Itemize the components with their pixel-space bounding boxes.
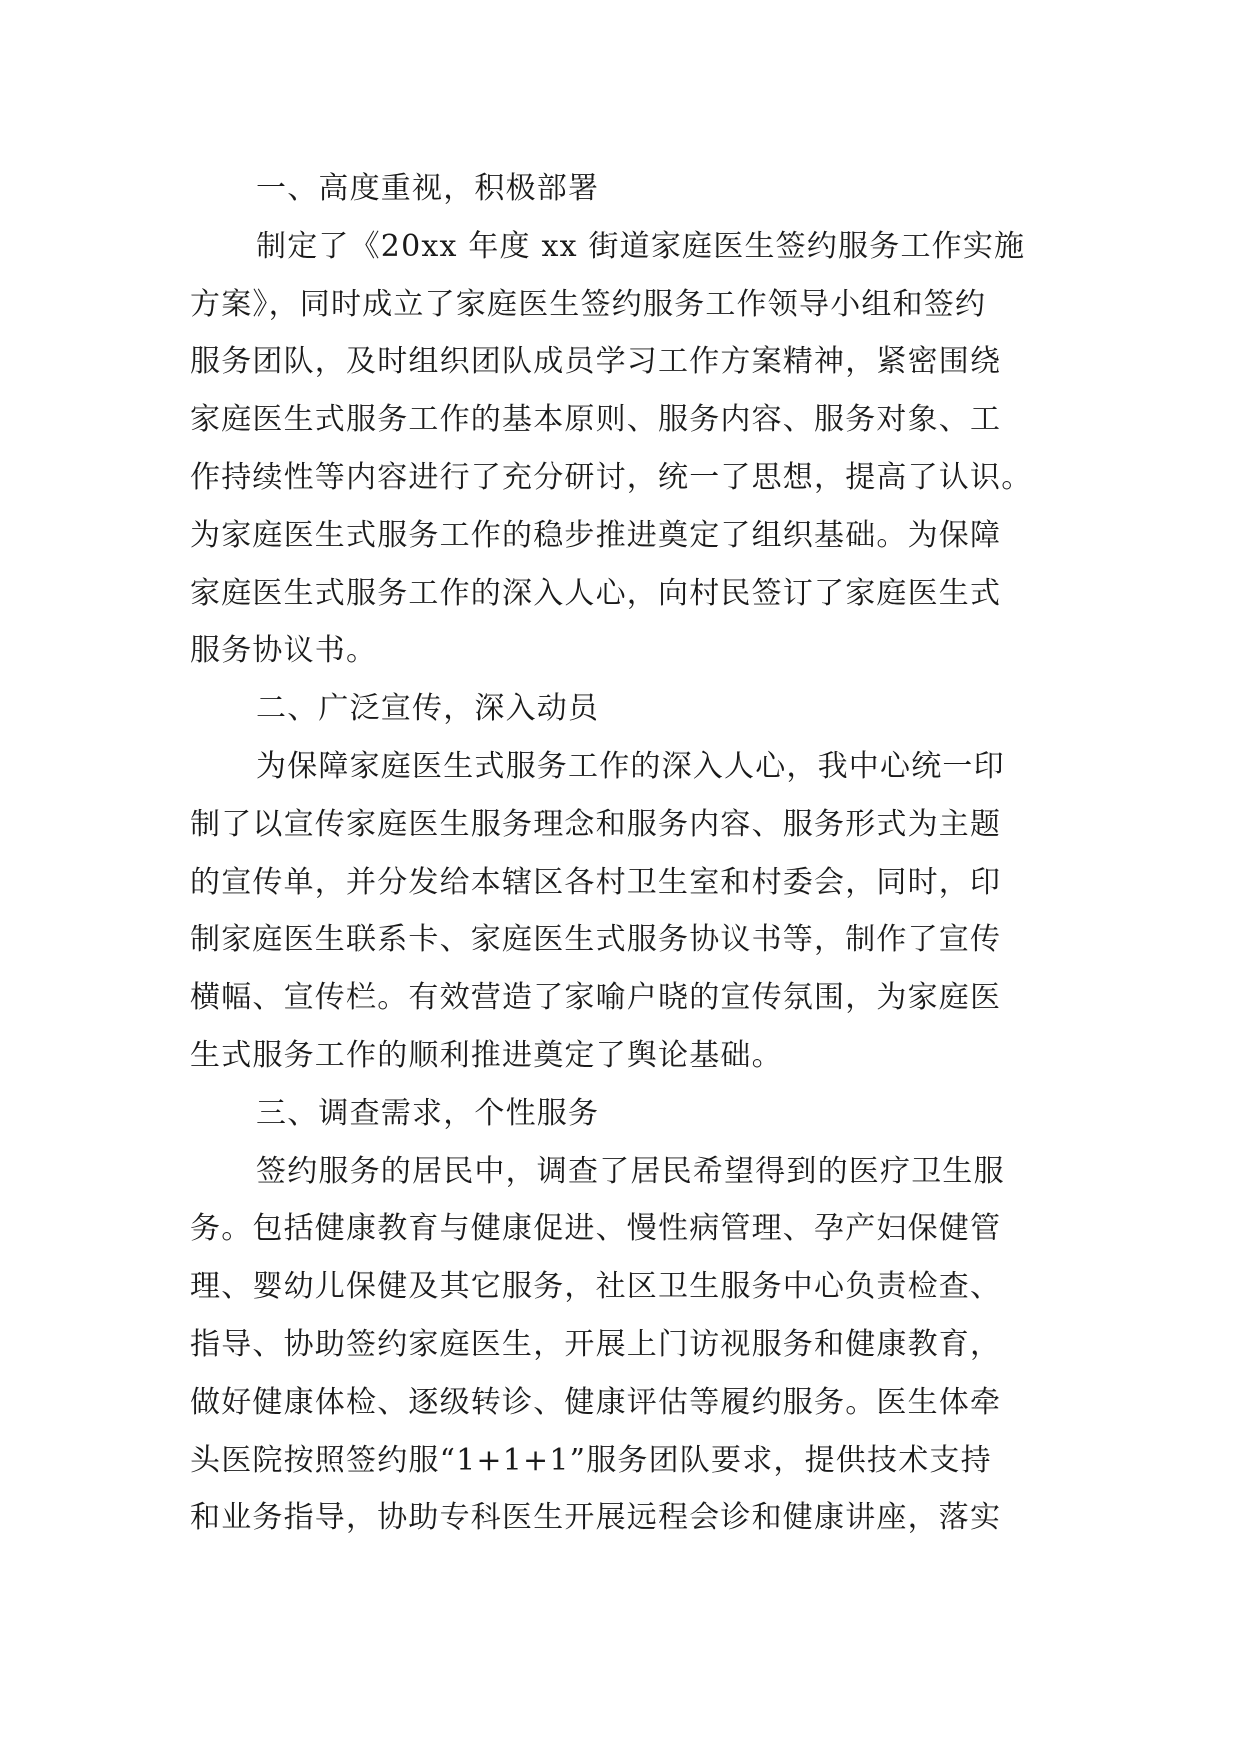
section-heading-1: 一、高度重视，积极部署: [256, 171, 600, 206]
paragraph-line: 头医院按照签约服“1+1+1”服务团队要求，提供技术支持: [190, 1442, 992, 1478]
paragraph-line: 做好健康体检、逐级转诊、健康评估等履约服务。医生体牵: [190, 1384, 1002, 1420]
paragraph-line: 指导、协助签约家庭医生，开展上门访视服务和健康教育，: [190, 1326, 1002, 1362]
paragraph-line: 的宣传单，并分发给本辖区各村卫生室和村委会，同时，印: [190, 864, 1002, 900]
paragraph-line: 签约服务的居民中，调查了居民希望得到的医疗卫生服: [256, 1153, 1005, 1189]
paragraph-line: 制家庭医生联系卡、家庭医生式服务协议书等，制作了宣传: [190, 922, 1002, 958]
document-body: [190, 160, 1050, 1547]
paragraph-line: 为保障家庭医生式服务工作的深入人心，我中心统一印: [256, 748, 1005, 784]
paragraph-line: 服务团队，及时组织团队成员学习工作方案精神，紧密围绕: [190, 344, 1002, 380]
paragraph-line: 家庭医生式服务工作的深入人心，向村民签订了家庭医生式: [190, 575, 1002, 611]
paragraph-line: 横幅、宣传栏。有效营造了家喻户晓的宣传氛围，为家庭医: [190, 980, 1002, 1016]
paragraph-line: 制定了《20xx 年度 xx 街道家庭医生签约服务工作实施: [256, 228, 1026, 264]
section-heading-2: 二、广泛宣传，深入动员: [256, 691, 600, 727]
section-heading-3: 三、调查需求，个性服务: [256, 1095, 600, 1131]
paragraph-line: 服务协议书。: [190, 633, 378, 669]
paragraph-line: 理、婴幼儿保健及其它服务，社区卫生服务中心负责检查、: [190, 1269, 1002, 1305]
paragraph-line: 作持续性等内容进行了充分研讨，统一了思想，提高了认识。: [190, 459, 1033, 495]
paragraph-line: 方案》，同时成立了家庭医生签约服务工作领导小组和签约: [190, 286, 987, 322]
paragraph-line: 制了以宣传家庭医生服务理念和服务内容、服务形式为主题: [190, 806, 1002, 842]
paragraph-line: 生式服务工作的顺利推进奠定了舆论基础。: [190, 1037, 783, 1073]
paragraph-line: 和业务指导，协助专科医生开展远程会诊和健康讲座，落实: [190, 1500, 1002, 1536]
paragraph-line: 务。包括健康教育与健康促进、慢性病管理、孕产妇保健管: [190, 1211, 1002, 1247]
paragraph-line: 家庭医生式服务工作的基本原则、服务内容、服务对象、工: [190, 402, 1002, 438]
paragraph-line: 为家庭医生式服务工作的稳步推进奠定了组织基础。为保障: [190, 517, 1002, 553]
